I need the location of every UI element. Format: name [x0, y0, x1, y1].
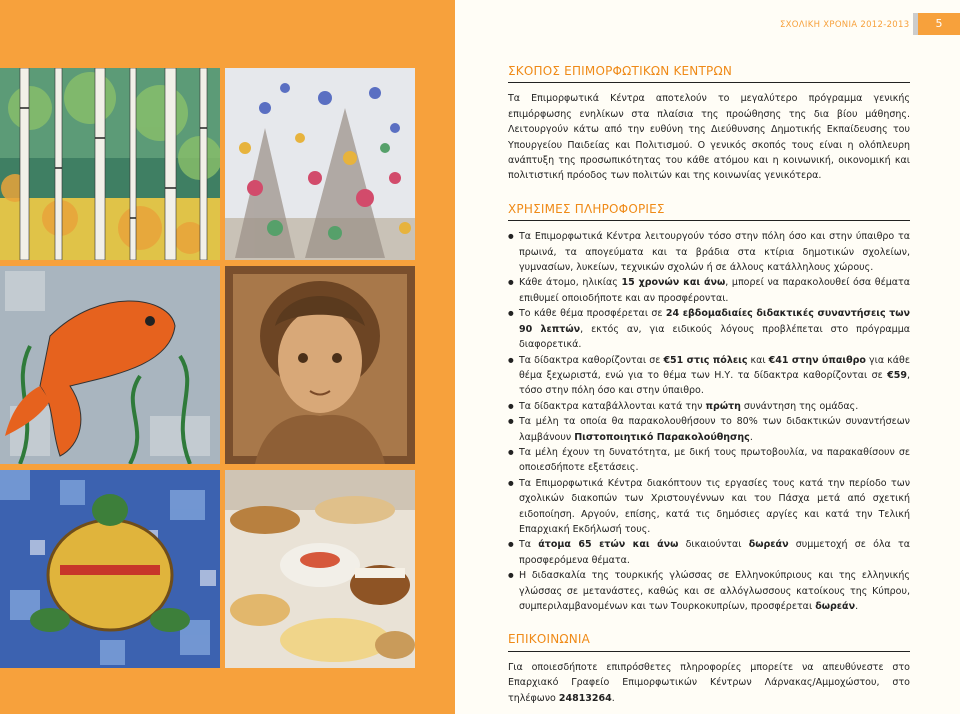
list-item: ● Τα Επιμορφωτικά Κέντρα λειτουργούν τόσο στην πόλη όσο και στην ύπαιθρο τα πρωινά, τα απογεύματα και τα βράδια στα κτίρια δημοτικών σχολείων, γυμνασίων, λυκείων, τεχνικών σχολών ή σε άλλους κατάλληλους χώρους.	[508, 229, 910, 275]
list-item: ● Τα δίδακτρα καθορίζονται σε €51 στις πόλεις και €41 στην ύπαιθρο για κάθε θέμα ξεχωριστά, ενώ για το θέμα των Η.Υ. τα δίδακτρα καθορίζονται σε €59, τόσο στην πόλη όσο και στην ύπαιθρο.	[508, 353, 910, 399]
fish-mosaic	[0, 266, 220, 464]
list-item: ● Τα Επιμορφωτικά Κέντρα διακόπτουν τις εργασίες τους κατά την περίοδο των σχολικών διακοπών των Χριστουγέννων και του Πάσχα μετά από σχετική ειδοποίηση. Αργούν, επίσης, κατά τις δημόσιες αργίες και κατά την Τελική Επαρχιακή Εκδήλωσή τους.	[508, 476, 910, 538]
info-list	[508, 229, 910, 614]
turtle-mosaic	[0, 470, 220, 668]
cakes-display	[225, 470, 415, 668]
list-item: ● Τα δίδακτρα καταβάλλονται κατά την πρώτη συνάντηση της ομάδας.	[508, 399, 910, 414]
list-item: ● Τα μέλη τα οποία θα παρακολουθήσουν το 80% των διδακτικών συναντήσεων λαμβάνουν Πιστοποιητικό Παρακολούθησης.	[508, 414, 910, 445]
section-purpose	[508, 64, 910, 184]
section-rule	[508, 651, 910, 652]
section-useful-info	[508, 202, 910, 615]
article	[508, 64, 910, 706]
list-item: ● Η διδασκαλία της τουρκικής γλώσσας σε Ελληνοκύπριους και της ελληνικής γλώσσας σε μετανάστες, καθώς και σε αλλόγλωσσους κατοίκους της Κύπρου, συμπεριλαμβανομένων και των Τουρκοκυπρίων, προσφέρεται δωρεάν.	[508, 568, 910, 614]
section-body: Τα Επιμορφωτικά Κέντρα αποτελούν το μεγαλύτερο πρόγραμμα γενικής επιμόρφωσης ενηλίκων στα πλαίσια της προώθησης της δια βίου μάθησης. Λειτουργούν κάτω από την ευθύνη της Διεύθυνσης Δημοτικής Εκπαίδευσης του Υπουργείου Παιδείας και Πολιτισμού. Ο γενικός σκοπός τους είναι η ολόπλευρη ανάπτυξη της προσωπικότητας του κάθε ατόμου και η κοινωνική, οικονομική και πολιτιστική πρόοδος των πολιτών και της κοινωνίας γενικότερα.	[508, 93, 910, 182]
phone-number: 24813264	[558, 692, 612, 704]
section-title: ΕΠΙΚΟΙΝΩΝΙΑ	[508, 632, 591, 647]
contact-body: Για οποιεσδήποτε επιπρόσθετες πληροφορίες μπορείτε να απευθύνεστε στο Επαρχιακό Γραφείο Επιμορφωτικών Κέντρων Λάρνακας/Αμμοχώστου, στο τηλέφωνο 24813264.	[508, 661, 910, 704]
running-head: ΣΧΟΛΙΚΗ ΧΡΟΝΙΑ 2012-2013	[780, 20, 910, 30]
section-title: ΣΚΟΠΟΣ ΕΠΙΜΟΡΦΩΤΙΚΩΝ ΚΕΝΤΡΩΝ	[508, 64, 732, 78]
section-rule	[508, 220, 910, 221]
list-item: ● Το κάθε θέμα προσφέρεται σε 24 εβδομαδιαίες διδακτικές συναντήσεις των 90 λεπτών, εκτός αν, για ειδικούς λόγους προβλέπεται στο πρόγραμμα διαφορετικά.	[508, 306, 910, 352]
list-item: ● Τα μέλη έχουν τη δυνατότητα, με δική τους πρωτοβουλία, να παρακαθίσουν σε οποιεσδήποτε εξετάσεις.	[508, 445, 910, 476]
list-item: ● Κάθε άτομο, ηλικίας 15 χρονών και άνω, μπορεί να παρακολουθεί όσα θέματα επιθυμεί οποιοδήποτε και αν προσφέρονται.	[508, 275, 910, 306]
section-contact	[508, 632, 910, 706]
birch-trees-painting	[0, 68, 220, 260]
page-number: 5	[918, 13, 960, 35]
beaded-ornaments	[225, 68, 415, 260]
list-item: ● Τα άτομα 65 ετών και άνω δικαιούνται δωρεάν συμμετοχή σε όλα τα προσφερόμενα θέματα.	[508, 537, 910, 568]
boy-portrait-relief	[225, 266, 415, 464]
section-title: ΧΡΗΣΙΜΕΣ ΠΛΗΡΟΦΟΡΙΕΣ	[508, 201, 665, 216]
section-rule	[508, 82, 910, 83]
